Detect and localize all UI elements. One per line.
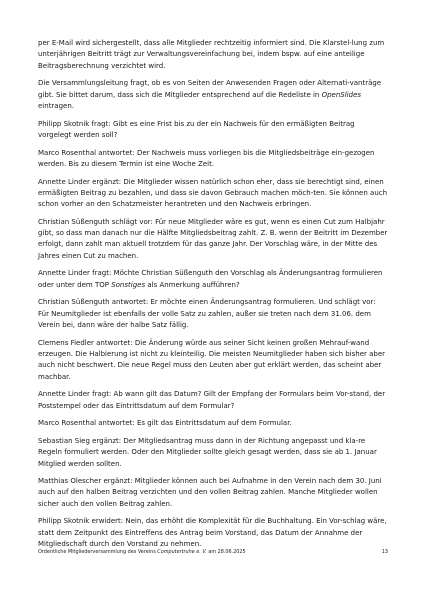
minutes-paragraph [38,268,388,291]
footer-meeting-info [38,549,246,556]
minutes-paragraph [38,148,388,171]
minutes-paragraph [38,119,388,142]
paragraph-text: Die Versammlungsleitung fragt, ob es von Seiten der Anwesenden Fragen oder Alternati-vanträge gibt. Sie bittet darum, dass sich die Mitglieder entsprechend auf die Redeliste in [38,79,382,99]
paragraph-text: per E-Mail wird sichergestellt, dass alle Mitglieder rechtzeitig informiert sind. Die Klarstel-lung zum unterjährigen Beitritt trägt zur Verwaltungsvereinfachung bei, indem bspw. auf eine anteilige Beitragsberechnung verzichtet wird. [38,39,385,70]
paragraph-text: eintragen. [38,101,75,110]
minutes-paragraph [38,516,388,550]
minutes-paragraph [38,476,388,510]
paragraph-text: Philipp Skotnik erwidert: Nein, das erhöht die Komplexität für die Buchhaltung. Ein Vor-schlag wäre, statt dem Zeitpunkt des Eintreffens des Antrag beim Vorstand, das Datum der Annahme der Mitgliedschaft durch den Vorstand zu nehmen. [38,517,387,549]
footer-organization: Computertruhe e. V. [157,549,207,555]
paragraph-text: Marco Rosenthal antwortet: Der Nachweis muss vorliegen bis die Mitgliedsbeiträge ein-gezogen werden. Bis zu diesem Termin ist eine Woche Zeit. [38,148,375,168]
paragraph-text: Clemens Fiedler antwortet: Die Änderung würde aus seiner Sicht keinen großen Mehrauf-wand erzeugen. Die Halbierung ist nicht zu kleinteilig. Die meisten Neumitglieder haben sich bisher aber auch nicht beschwert. Die neue Regel muss den Leuten aber gut erklärt werden, das scheint aber machbar. [38,338,386,381]
minutes-paragraph [38,217,388,262]
minutes-paragraph [38,177,388,211]
minutes-body [38,38,388,557]
paragraph-text: Sebastian Sieg ergänzt: Der Mitgliedsantrag muss dann in der Richtung angepasst und kla-re Regeln formuliert werden. Oder den Mitglieder sollte gleich gesagt werden, dass sie ab 1. Januar Mitglied werden sollten. [38,436,377,468]
footer-date: am 28.06.2025 [206,549,246,555]
paragraph-text: Christian Süßenguth schlägt vor: Für neue Mitglieder wäre es gut, wenn es einen Cut zum Halbjahr gibt, so dass man danach nur die Hälfte Mitgliedsbeitrag zahlt. Z. B. wenn der Beitritt im Dezember erfolgt, dann zahlt man aktuell trotzdem für das ganze Jahr. Der Vorschlag wäre, in der Mitte des Jahres einen Cut zu machen. [38,217,388,260]
paragraph-text: als Anmerkung aufführen? [145,280,240,289]
minutes-paragraph [38,389,388,412]
emphasized-term: OpenSlides [321,90,362,99]
paragraph-text: Annette Linder ergänzt: Die Mitglieder wissen natürlich schon eher, dass sie berechtigt sind, einen ermäßigten Beitrag zu bezahlen, und dass sie davon Gebrauch machen möch-ten. Sie können auch schon vorher an den Schatzmeister herantreten und den Nachweis erbringen. [38,177,388,209]
emphasized-term: Sonstiges [111,280,146,289]
paragraph-text: Marco Rosenthal antwortet: Es gilt das Eintrittsdatum auf dem Formular. [38,419,292,428]
paragraph-text: Philipp Skotnik fragt: Gibt es eine Frist bis zu der ein Nachweis für den ermäßigten Beitrag vorgelegt werden soll? [38,119,355,139]
paragraph-text: Christian Süßenguth antwortet: Er möchte einen Änderungsantrag formulieren. Und schlägt vor: Für Neumitglieder ist ebenfalls der volle Satz zu zahlen, außer sie treten nach dem 31.06. dem Verein bei, dann wäre der halbe Satz fällig. [38,298,376,329]
minutes-paragraph [38,418,388,429]
paragraph-text: Annette Linder fragt: Möchte Christian Süßenguth den Vorschlag als Änderungsantrag formulieren oder unter dem TOP [38,269,383,289]
minutes-paragraph [38,338,388,383]
minutes-paragraph [38,297,388,331]
minutes-paragraph [38,436,388,470]
page-number: 13 [381,549,388,555]
minutes-paragraph [38,38,388,72]
paragraph-text: Annette Linder fragt: Ab wann gilt das Datum? Gilt der Empfang der Formulars beim Vor-stand, der Poststempel oder das Eintrittsdatum auf dem Formular? [38,390,386,410]
footer-text: Ordentliche Mitgliederversammlung des Vereins [38,549,158,555]
minutes-paragraph [38,78,388,112]
paragraph-text: Matthias Olescher ergänzt: Mitglieder können auch bei Aufnahme in den Verein nach dem 30. Juni auch auf den halben Beitrag verzichten und den vollen Beitrag zahlen. Manche Mitglieder wollen sicher auch den vollen Beitrag zahlen. [38,477,382,508]
